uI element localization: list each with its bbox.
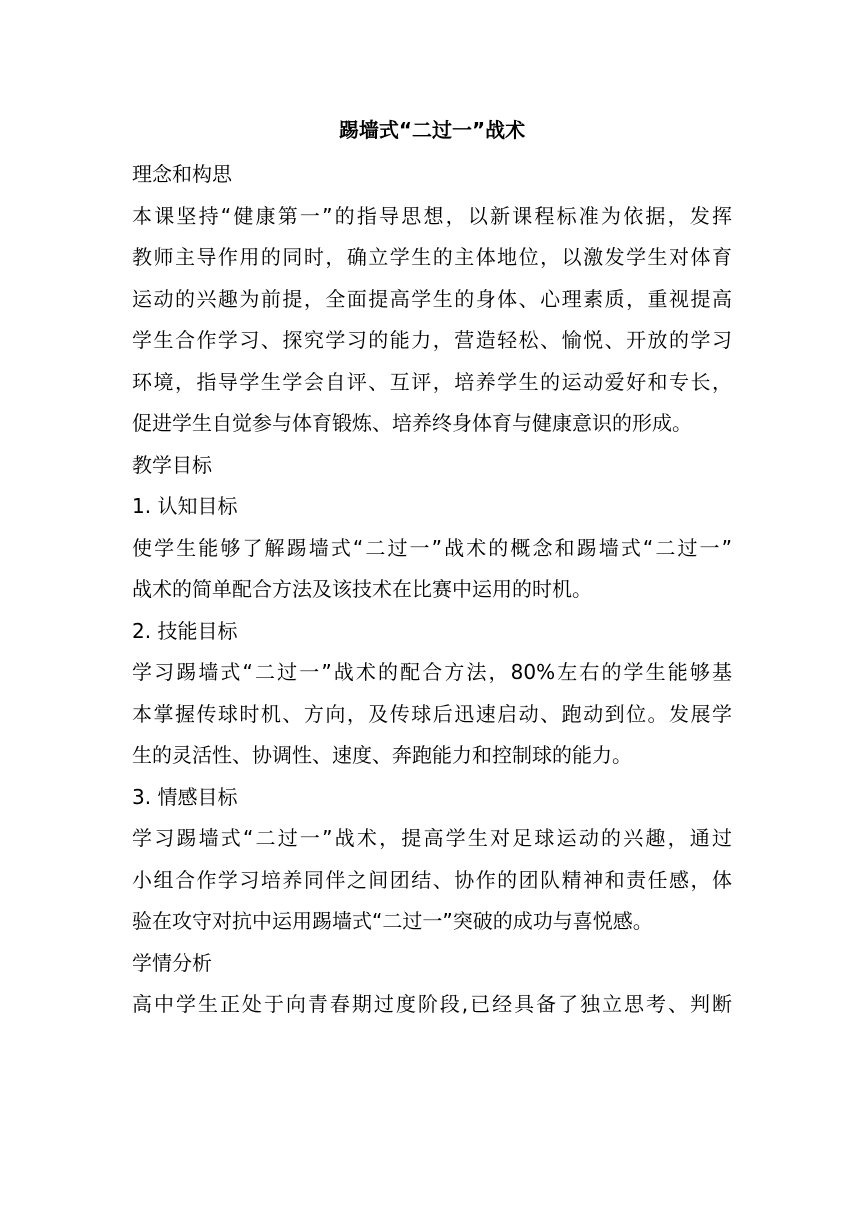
paragraph-line: 教师主导作用的同时，确立学生的主体地位，以激发学生对体育 xyxy=(132,245,732,269)
paragraph-line: 运动的兴趣为前提，全面提高学生的身体、心理素质，重视提高 xyxy=(132,286,732,311)
paragraph-line: 验在攻守对抗中运用踢墙式“二过一”突破的成功与喜悦感。 xyxy=(132,909,653,933)
section-heading-analysis: 学情分析 xyxy=(132,950,212,975)
goal-heading-cognitive: 1. 认知目标 xyxy=(132,494,238,518)
paragraph-line: 学习踢墙式“二过一”战术的配合方法，80%左右的学生能够基 xyxy=(132,660,732,684)
paragraph-line: 使学生能够了解踢墙式“二过一”战术的概念和踢墙式“二过一” xyxy=(132,535,732,560)
paragraph-line: 高中学生正处于向青春期过度阶段,已经具备了独立思考、判断 xyxy=(132,992,732,1016)
section-heading-goals: 教学目标 xyxy=(132,452,212,477)
goal-heading-emotional: 3. 情感目标 xyxy=(132,784,238,809)
paragraph-line: 小组合作学习培养同伴之间团结、协作的团队精神和责任感，体 xyxy=(132,867,732,892)
paragraph-line: 环境，指导学生学会自评、互评，培养学生的运动爱好和专长， xyxy=(132,369,732,394)
paragraph-line: 战术的简单配合方法及该技术在比赛中运用的时机。 xyxy=(132,577,592,601)
paragraph-line: 生的灵活性、协调性、速度、奔跑能力和控制球的能力。 xyxy=(132,743,632,767)
paragraph-line: 学习踢墙式“二过一”战术，提高学生对足球运动的兴趣，通过 xyxy=(132,826,732,850)
document-page xyxy=(132,112,732,1026)
paragraph-line: 学生合作学习、探究学习的能力，营造轻松、愉悦、开放的学习 xyxy=(132,328,732,352)
goal-heading-skill: 2. 技能目标 xyxy=(132,618,238,643)
paragraph-line: 本课坚持“健康第一”的指导思想，以新课程标准为依据，发挥 xyxy=(132,203,732,228)
section-heading-concept: 理念和构思 xyxy=(132,162,232,186)
document-title: 踢墙式“二过一”战术 xyxy=(338,118,526,142)
paragraph-line: 本掌握传球时机、方向，及传球后迅速启动、跑动到位。发展学 xyxy=(132,701,732,726)
paragraph-line: 促进学生自觉参与体育锻炼、培养终身体育与健康意识的形成。 xyxy=(132,411,692,435)
